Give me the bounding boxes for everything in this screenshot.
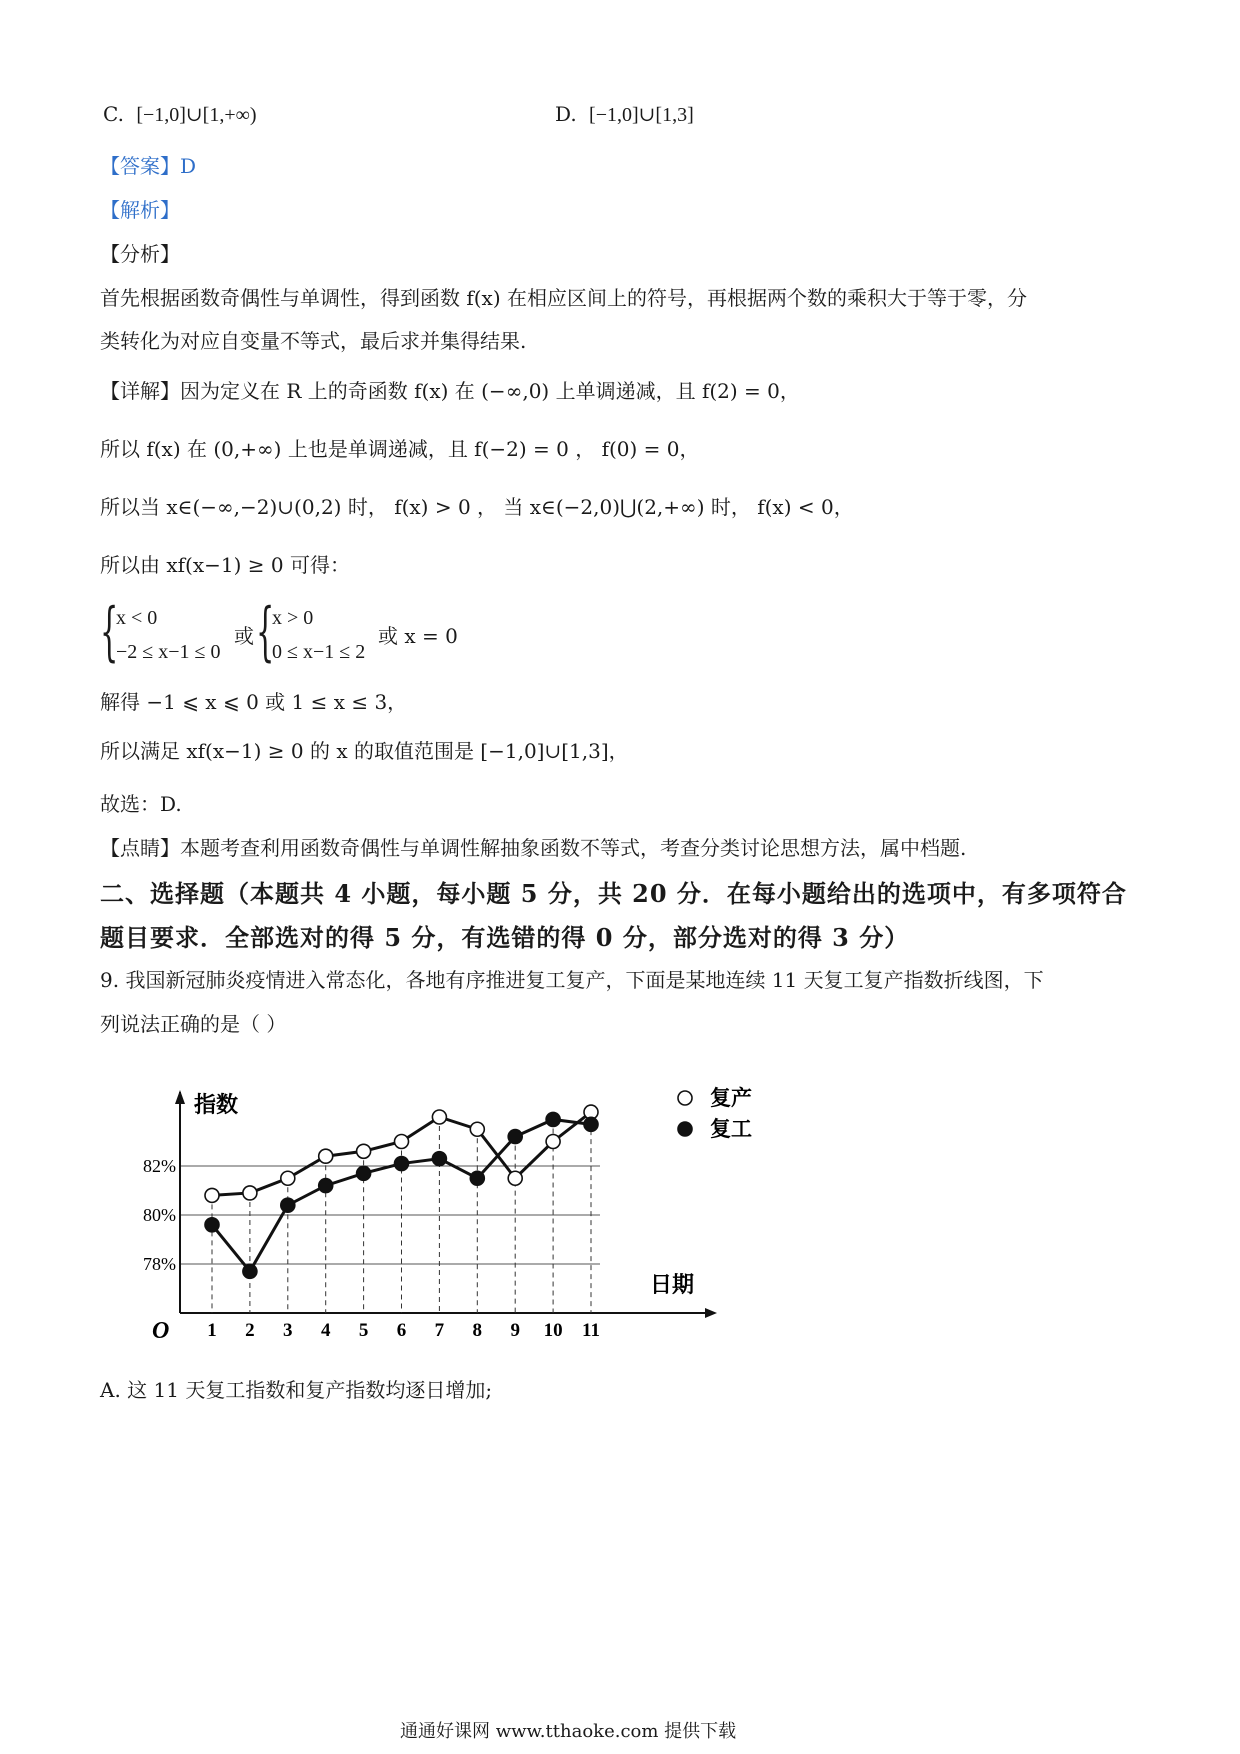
option-d-label: D. [555,102,577,126]
fuchan-point [281,1171,295,1185]
y-tick-label: 78% [143,1254,176,1274]
fenxi-tag: 【分析】 [100,242,180,266]
x-tick-label: 11 [582,1320,600,1341]
fugong-point [319,1179,333,1193]
detail-line-4: 所以由 xf(x−1) ≥ 0 可得： [100,553,350,577]
option-c-label: C. [103,102,124,126]
detail-line-7: 故选：D. [100,792,182,816]
detail-line-5: 解得 −1 ⩽ x ⩽ 0 或 1 ≤ x ≤ 3， [100,690,408,714]
fuchan-point [395,1135,409,1149]
detail-line-2: 所以 f(x) 在 (0,+∞) 上也是单调递减，且 f(−2) = 0 ， f(0) = 0， [100,437,700,461]
left-brace-1: { [100,595,119,669]
legend-marker [678,1091,692,1105]
q9-line-1: 9. 我国新冠肺炎疫情进入常态化，各地有序推进复工复产，下面是某地连续 11 天复工复产指数折线图，下 [100,968,1044,992]
x-tick-label: 6 [396,1320,407,1341]
answer-line [100,152,196,180]
option-c [103,100,257,129]
system2-line-a: x > 0 [272,607,314,629]
fenxi-line-1: 首先根据函数奇偶性与单调性，得到函数 f(x) 在相应区间上的符号，再根据两个数的乘积大于等于零，分 [100,286,1028,310]
fugong-point [205,1218,219,1232]
system2-line-b: 0 ≤ x−1 ≤ 2 [272,641,366,663]
x-tick-label: 5 [358,1320,369,1341]
x-axis-arrow [705,1308,717,1318]
option-d [555,100,694,129]
fuchan-point [508,1171,522,1185]
detail-text-1: 因为定义在 R 上的奇函数 f(x) 在 (−∞,0) 上单调递减，且 f(2) = 0， [180,379,800,403]
fuchan-point [205,1188,219,1202]
fugong-point [470,1171,484,1185]
detail-tag: 【详解】 [100,379,180,403]
q9-line-2: 列说法正确的是（ ） [100,1012,287,1036]
option-a: A. 这 11 天复工指数和复产指数均逐日增加; [100,1378,493,1402]
x-tick-label: 10 [543,1320,563,1341]
fenxi-line-2: 类转化为对应自变量不等式，最后求并集得结果. [100,329,527,353]
system1-line-b: −2 ≤ x−1 ≤ 0 [116,641,221,663]
fuchan-point [319,1149,333,1163]
line-chart [130,1070,810,1370]
fugong-point [432,1152,446,1166]
system1-line-a: x < 0 [116,607,158,629]
fugong-point [357,1166,371,1180]
fuchan-point [470,1122,484,1136]
fugong-point [584,1117,598,1131]
x-tick-label: 4 [320,1320,331,1341]
origin-label: O [152,1318,170,1344]
section2-line-2: 题目要求．全部选对的得 5 分，有选错的得 0 分，部分选对的得 3 分） [100,923,910,952]
fuchan-point [432,1110,446,1124]
dianjing-tag: 【点睛】 [100,836,180,860]
y-tick-label: 80% [143,1205,176,1225]
fugong-point [395,1157,409,1171]
detail-line-6: 所以满足 xf(x−1) ≥ 0 的 x 的取值范围是 [−1,0]∪[1,3]， [100,739,629,763]
legend-label: 复产 [710,1086,752,1110]
legend-label: 复工 [710,1117,752,1141]
or-word-1: 或 [234,624,254,648]
answer-value: D [180,154,197,178]
x-axis-label: 日期 [650,1272,695,1297]
detail-line-3: 所以当 x∈(−∞,−2)∪(0,2) 时， f(x) > 0 ， 当 x∈(−2,0)⋃(2,+∞) 时， f(x) < 0， [100,495,854,519]
fugong-point [546,1112,560,1126]
detail-line-1 [100,377,800,405]
dianjing-text: 本题考查利用函数奇偶性与单调性解抽象函数不等式，考查分类讨论思想方法，属中档题. [180,836,967,860]
y-axis-arrow [175,1090,185,1104]
x-tick-label: 7 [434,1320,445,1341]
left-brace-2: { [256,595,275,669]
fuchan-point [243,1186,257,1200]
inequality-systems [100,595,520,670]
fugong-point [508,1130,522,1144]
x-tick-label: 3 [283,1320,293,1341]
fuchan-point [546,1135,560,1149]
option-c-value: [−1,0]∪[1,+∞) [136,104,257,126]
fugong-point [243,1264,257,1278]
y-axis-label: 指数 [194,1092,239,1117]
analysis-tag: 【解析】 [100,198,180,222]
footer-text: 通通好课网 www.tthaoke.com 提供下载 [400,1721,737,1742]
y-tick-label: 82% [143,1156,176,1176]
x-tick-label: 1 [207,1320,217,1341]
fugong-point [281,1198,295,1212]
x-tick-label: 8 [472,1320,483,1341]
x-tick-label: 9 [510,1320,520,1341]
or-word-2: 或 x = 0 [378,624,458,648]
section2-line-1: 二、选择题（本题共 4 小题，每小题 5 分，共 20 分．在每小题给出的选项中，有多项符合 [100,879,1127,908]
dianjing-line [100,834,966,862]
answer-tag: 【答案】 [100,154,180,178]
x-tick-label: 2 [245,1320,255,1341]
fuchan-point [357,1144,371,1158]
option-d-value: [−1,0]∪[1,3] [589,104,694,126]
legend-marker [678,1122,692,1136]
